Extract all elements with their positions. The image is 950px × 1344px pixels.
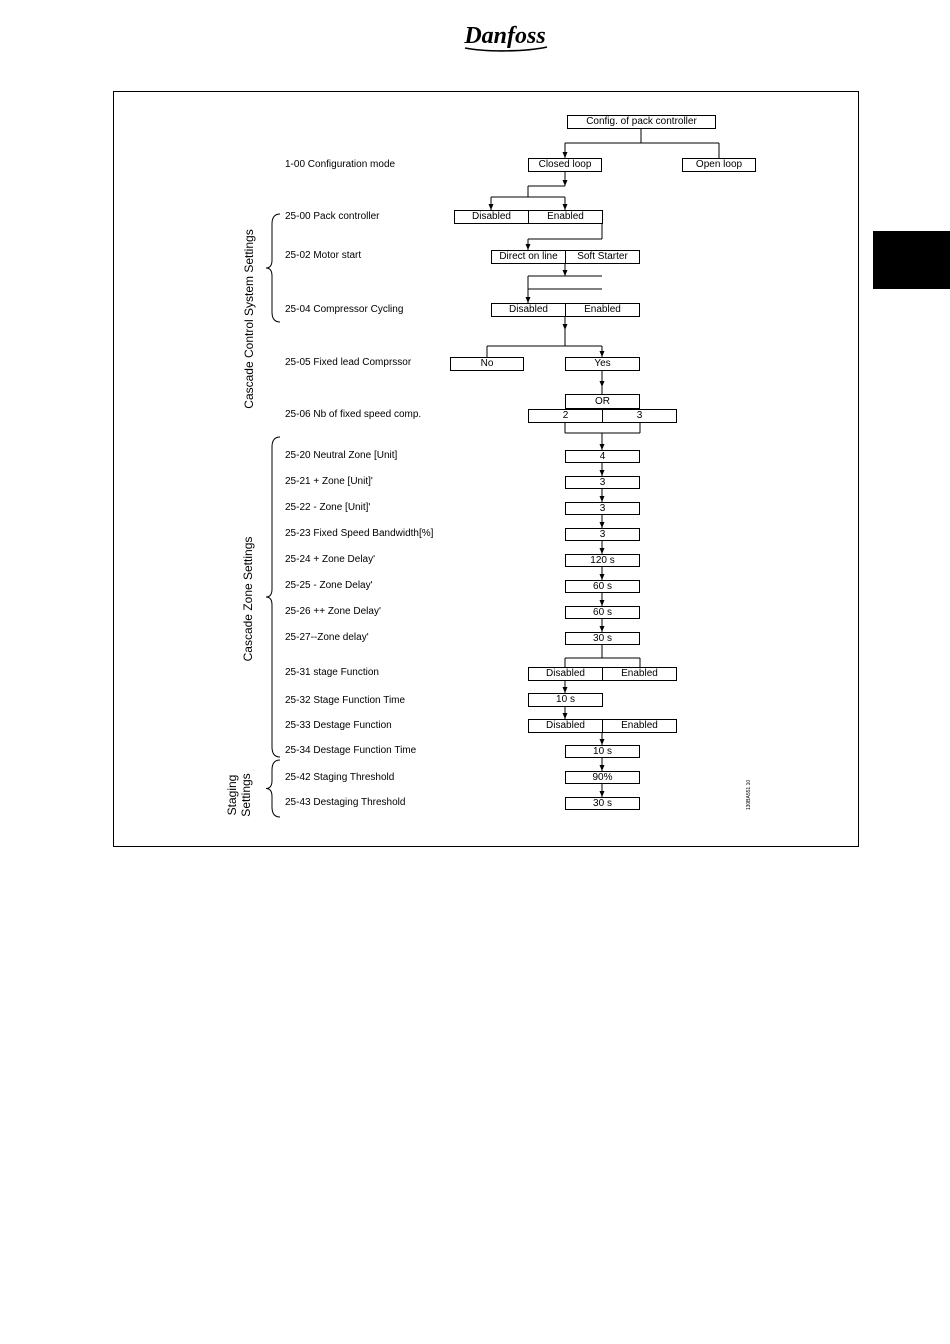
figure-code: 130BA551.10 <box>746 779 753 811</box>
value-box: 4 <box>565 450 640 463</box>
param-label: 25-25 - Zone Delay' <box>285 580 373 591</box>
group-label-cascade-zone: Cascade Zone Settings <box>241 536 255 662</box>
param-label: 25-00 Pack controller <box>285 211 380 222</box>
flow-lines <box>114 92 860 848</box>
option-open-loop: Open loop <box>682 158 756 172</box>
param-label: 25-06 Nb of fixed speed comp. <box>285 409 422 420</box>
option-enabled: Enabled <box>528 210 603 224</box>
arrow-head <box>563 270 568 276</box>
value-box: 10 s <box>565 745 640 758</box>
param-label: 25-42 Staging Threshold <box>285 772 395 783</box>
or-box: OR <box>565 394 640 409</box>
param-label: 25-32 Stage Function Time <box>285 695 406 706</box>
value-box: 10 s <box>528 693 603 707</box>
param-label: 25-33 Destage Function <box>285 720 392 731</box>
group-label-cascade-control: Cascade Control System Settings <box>242 229 256 409</box>
brace-cascade-control <box>266 214 280 322</box>
param-label: 25-02 Motor start <box>285 250 362 261</box>
param-label: 1-00 Configuration mode <box>285 159 396 170</box>
option-direct-on-line: Direct on line <box>491 250 566 264</box>
arrow-head <box>563 324 568 330</box>
option-2: 2 <box>528 409 603 423</box>
value-box: 30 s <box>565 797 640 810</box>
arrow-head <box>563 180 568 186</box>
option-disabled: Disabled <box>528 667 603 681</box>
param-label: 25-04 Compressor Cycling <box>285 304 404 315</box>
brace-staging <box>266 760 280 817</box>
group-label-settings: Settings <box>239 773 253 817</box>
option-no: No <box>450 357 524 371</box>
value-box: 30 s <box>565 632 640 645</box>
diagram-frame <box>113 91 859 847</box>
value-box: 60 s <box>565 606 640 619</box>
option-yes: Yes <box>565 357 640 371</box>
param-label: 25-27--Zone delay' <box>285 632 369 643</box>
danfoss-logo <box>455 18 555 54</box>
group-label-staging: Staging <box>225 774 239 816</box>
param-label: 25-23 Fixed Speed Bandwidth[%] <box>285 528 434 539</box>
param-label: 25-26 ++ Zone Delay' <box>285 606 381 617</box>
param-label: 25-24 + Zone Delay' <box>285 554 376 565</box>
option-enabled: Enabled <box>602 719 677 733</box>
logo-wordmark: Danfoss <box>464 23 546 49</box>
param-label: 25-43 Destaging Threshold <box>285 797 406 808</box>
param-label: 25-05 Fixed lead Comprssor <box>285 357 412 368</box>
value-box: 60 s <box>565 580 640 593</box>
param-label: 25-22 - Zone [Unit]' <box>285 502 371 513</box>
section-tab-marker <box>873 231 950 289</box>
option-disabled: Disabled <box>491 303 566 317</box>
option-enabled: Enabled <box>565 303 640 317</box>
param-label: 25-21 + Zone [Unit]' <box>285 476 373 487</box>
option-disabled: Disabled <box>454 210 529 224</box>
option-disabled: Disabled <box>528 719 603 733</box>
arrow-head <box>600 381 605 387</box>
option-3: 3 <box>602 409 677 423</box>
value-box: 120 s <box>565 554 640 567</box>
param-label: 25-34 Destage Function Time <box>285 745 417 756</box>
param-label: 25-20 Neutral Zone [Unit] <box>285 450 398 461</box>
value-box: 3 <box>565 528 640 541</box>
option-soft-starter: Soft Starter <box>565 250 640 264</box>
value-box: 3 <box>565 476 640 489</box>
value-box: 90% <box>565 771 640 784</box>
option-enabled: Enabled <box>602 667 677 681</box>
param-label: 25-31 stage Function <box>285 667 379 678</box>
option-closed-loop: Closed loop <box>528 158 602 172</box>
brace-cascade-zone <box>266 437 280 757</box>
root-box: Config. of pack controller <box>567 115 716 129</box>
value-box: 3 <box>565 502 640 515</box>
